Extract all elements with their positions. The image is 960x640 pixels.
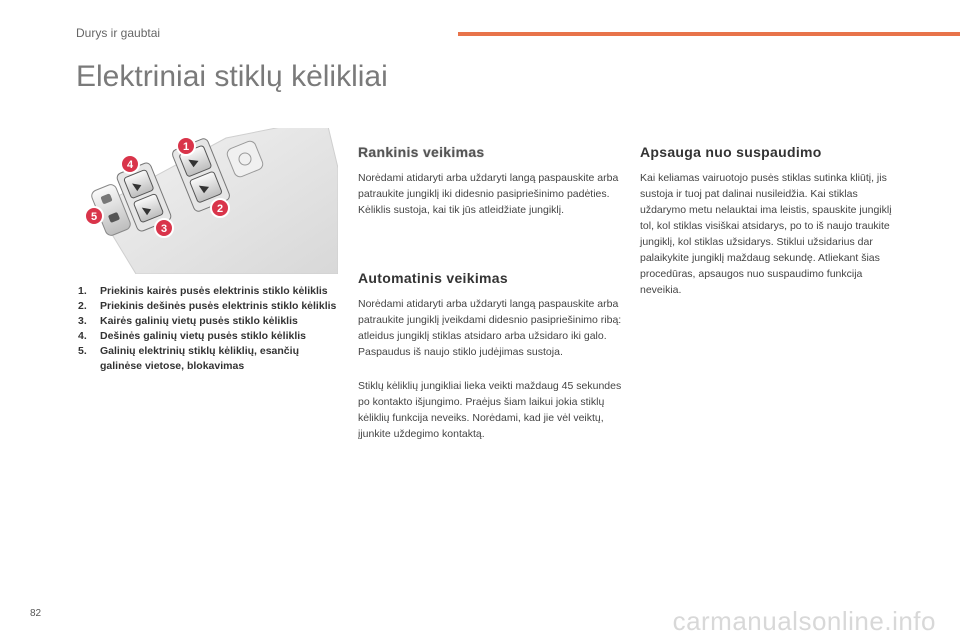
- callout-5: [85, 207, 103, 225]
- svg-text:1: 1: [182, 141, 190, 153]
- watermark: carmanualsonline.info: [672, 606, 936, 636]
- manual-heading: Rankinis veikimas: [358, 144, 485, 160]
- legend-item: 5. Galinių elektrinių stiklų kėliklių, esančių galinėse vietose, blokavimas: [78, 345, 299, 372]
- protection-heading: Apsauga nuo suspaudimo: [640, 144, 822, 160]
- callout-2: [211, 199, 229, 217]
- legend-item: 2. Priekinis dešinės pusės elektrinis stiklo kėliklis: [78, 300, 337, 312]
- accent-bar: [458, 32, 960, 36]
- automatic-note: Stiklų kėliklių jungikliai lieka veikti maždaug 45 sekundes po kontakto išjungimo. Praėjus šiam laikui jokia stiklų kėliklių funkcija neveiks. Norėdami, kad jie vėl veiktų, įjunkite uždegimo kontaktą.: [358, 380, 622, 440]
- svg-text:5: 5: [90, 211, 98, 223]
- svg-text:2: 2: [216, 203, 224, 215]
- automatic-text: Norėdami atidaryti arba uždaryti langą paspauskite arba patraukite jungiklį įveikdami didesnio pasipriešinimo ribą: atleidus jungiklį stiklas atsidaro arba užsidaro iki galo. Paspaudus iš naujo stiklo judėjimas sustoja.: [358, 298, 622, 358]
- page-number: 82: [30, 608, 42, 619]
- svg-text:3: 3: [160, 223, 168, 235]
- door-panel-illustration: [76, 128, 338, 274]
- svg-text:4: 4: [126, 159, 134, 171]
- protection-text: Kai keliamas vairuotojo pusės stiklas sutinka kliūtį, jis sustoja ir tuoj pat dalinai nusileidžia. Kai stiklas uždarymo metu nelauktai ima leistis, spauskite jungiklį tol, kol stiklas visiškai atsidarys, po to iš naujo traukite jungiklį, kol stiklas užsidarys. Stiklui užsidarius dar palaikykite jungiklį maždaug sekundę. Atliekant šias procedūras, apsaugos nuo suspaudimo funkcija neveikia.: [640, 172, 892, 296]
- page-title: Elektriniai stiklų kėlikliai: [76, 60, 388, 93]
- operation-column: [358, 144, 622, 442]
- protection-column: [640, 144, 904, 298]
- legend-item: 1. Priekinis kairės pusės elektrinis stiklo kėliklis: [78, 285, 328, 297]
- window-switch-figure: [76, 128, 338, 274]
- manual-text: Norėdami atidaryti arba uždaryti langą paspauskite arba patraukite jungiklį iki didesnio pasipriešinimo padėties. Kėliklis sustoja, kai tik jūs atleidžiate jungiklį.: [358, 172, 619, 216]
- legend-item: 4. Dešinės galinių vietų pusės stiklo kėliklis: [78, 330, 306, 342]
- automatic-heading: Automatinis veikimas: [358, 270, 508, 286]
- legend-list: [78, 284, 340, 374]
- callout-3: [155, 219, 173, 237]
- legend-item: 3. Kairės galinių vietų pusės stiklo kėliklis: [78, 315, 298, 327]
- callout-4: [121, 155, 139, 173]
- callout-1: [177, 137, 195, 155]
- section-label: Durys ir gaubtai: [76, 26, 161, 40]
